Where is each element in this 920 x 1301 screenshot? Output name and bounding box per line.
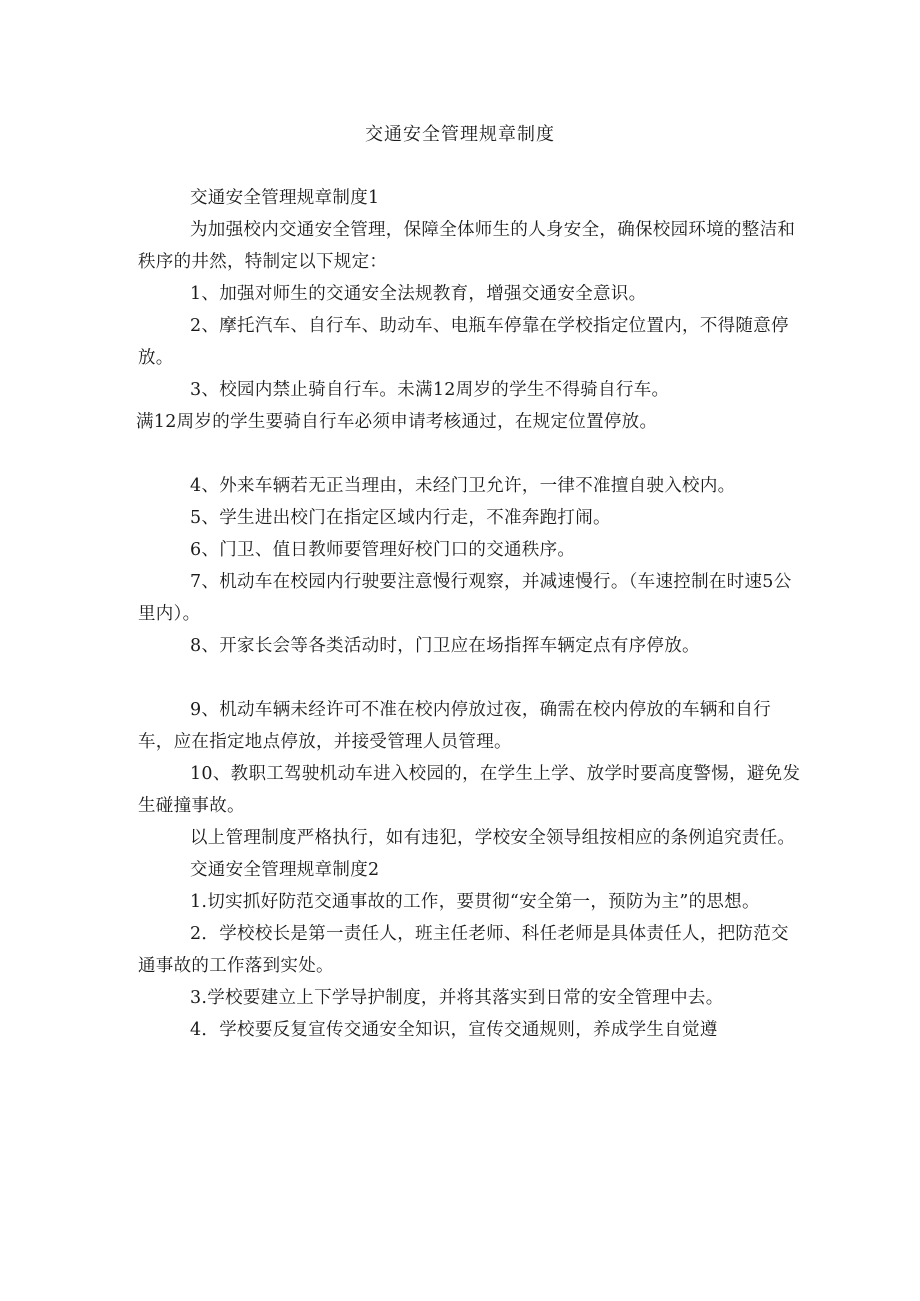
paragraph-item-9: 9、机动车辆未经许可不准在校内停放过夜，确需在校内停放的车辆和自行车，应在指定地点停放，并接受管理人员管理。 (138, 700, 772, 752)
paragraph-item-6: 6、门卫、值日教师要管理好校门口的交通秩序。 (190, 540, 576, 560)
paragraph-item-2: 2、摩托汽车、自行车、助动车、电瓶车停靠在学校指定位置内，不得随意停放。 (138, 316, 789, 368)
paragraph-intro: 为加强校内交通安全管理，保障全体师生的人身安全，确保校园环境的整洁和秩序的井然，特制定以下规定： (138, 220, 796, 272)
section-heading-1: 交通安全管理规章制度1 (190, 188, 380, 208)
paragraph-item-7: 7、机动车在校园内行驶要注意慢行观察，并减速慢行。（车速控制在时速5公里内）。 (138, 572, 792, 624)
paragraph-item-1: 1、加强对师生的交通安全法规教育，增强交通安全意识。 (190, 284, 647, 304)
section-heading-2: 交通安全管理规章制度2 (190, 860, 380, 880)
blank-line (138, 438, 802, 470)
paragraph-s2-item-1: 1.切实抓好防范交通事故的工作，要贯彻“安全第一，预防为主”的思想。 (190, 892, 760, 912)
paragraph-item-5: 5、学生进出校门在指定区域内行走，不准奔跑打闹。 (190, 508, 611, 528)
paragraph-s2-item-3: 3.学校要建立上下学导护制度，并将其落实到日常的安全管理中去。 (190, 988, 724, 1008)
paragraph-s2-item-2: 2．学校校长是第一责任人，班主任老师、科任老师是具体责任人，把防范交通事故的工作落到实处。 (138, 924, 789, 976)
paragraph-closing: 以上管理制度严格执行，如有违犯，学校安全领导组按相应的条例追究责任。 (190, 828, 796, 848)
paragraph-item-10: 10、教职工驾驶机动车进入校园的，在学生上学、放学时要高度警惕，避免发生碰撞事故。 (138, 764, 801, 816)
document-title: 交通安全管理规章制度 (365, 124, 555, 145)
blank-line (138, 662, 802, 694)
paragraph-item-3: 3、校园内禁止骑自行车。未满12周岁的学生不得骑自行车。 (190, 380, 670, 400)
paragraph-item-8: 8、开家长会等各类活动时，门卫应在场指挥车辆定点有序停放。 (190, 636, 700, 656)
paragraph-s2-item-4: 4．学校要反复宣传交通安全知识，宣传交通规则，养成学生自觉遵 (190, 1020, 718, 1040)
paragraph-item-3-cont: 满12周岁的学生要骑自行车必须申请考核通过，在规定位置停放。 (136, 412, 658, 432)
document-body (138, 182, 802, 1046)
paragraph-item-4: 4、外来车辆若无正当理由，未经门卫允许，一律不准擅自驶入校内。 (190, 476, 736, 496)
